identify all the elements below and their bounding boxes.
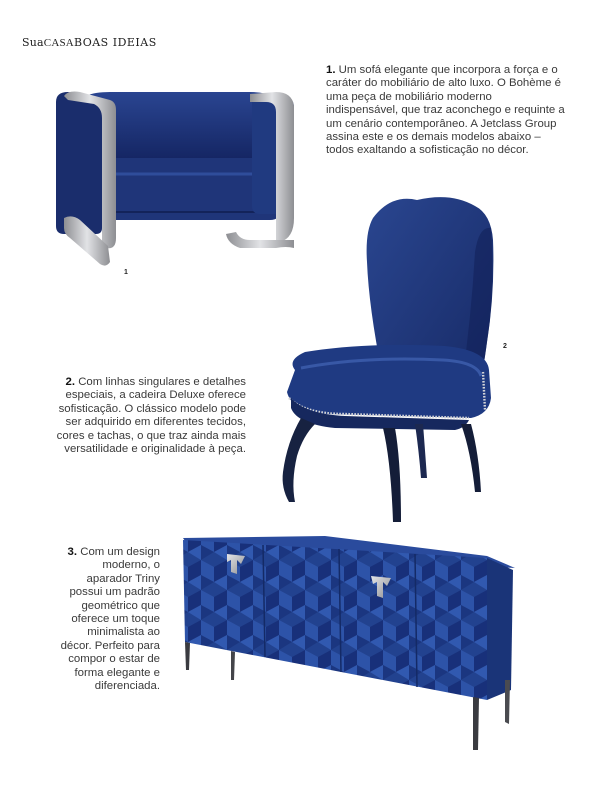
item-3-caption xyxy=(56,546,160,693)
item-1-text: Um sofá elegante que incorpora a força e o caráter do mobiliário de alto luxo. O Bohème é uma peça de mobiliário moderno indispensável, que traz aconchego e requinte a um cenário contemporâneo. A Jetclass Group assina este e os demais modelos abaixo – todos exaltando a sofisticação no décor. xyxy=(326,64,565,157)
brand-sua: Sua xyxy=(22,36,44,49)
item-2-number: 2. xyxy=(65,376,76,388)
sideboard-image xyxy=(175,530,525,752)
item-3-text: Com um design moderno, o aparador Triny possui um padrão geométrico que oferece um toque minimalista ao décor. Perfeito para compor o estar de forma elegante e diferenciada. xyxy=(60,546,160,693)
item-2-text: Com linhas singulares e detalhes especiais, a cadeira Deluxe oferece sofisticação. O clássico modelo pode ser adquirido em diferentes tecidos, cores e tachas, o que traz ainda mais versatilidade e originalidade à peça. xyxy=(56,376,246,456)
item-1-label: 1 xyxy=(124,269,128,276)
armchair-image xyxy=(50,88,300,270)
item-1-caption xyxy=(326,64,566,158)
item-2-caption xyxy=(46,376,246,456)
dining-chair-image xyxy=(265,192,505,522)
section-title: BOAS IDEIAS xyxy=(73,36,157,49)
magazine-header xyxy=(22,36,157,49)
item-2-label: 2 xyxy=(503,343,507,350)
brand-casa: CASA xyxy=(43,37,74,49)
item-1-number: 1. xyxy=(326,64,336,76)
item-3-number: 3. xyxy=(67,546,78,558)
